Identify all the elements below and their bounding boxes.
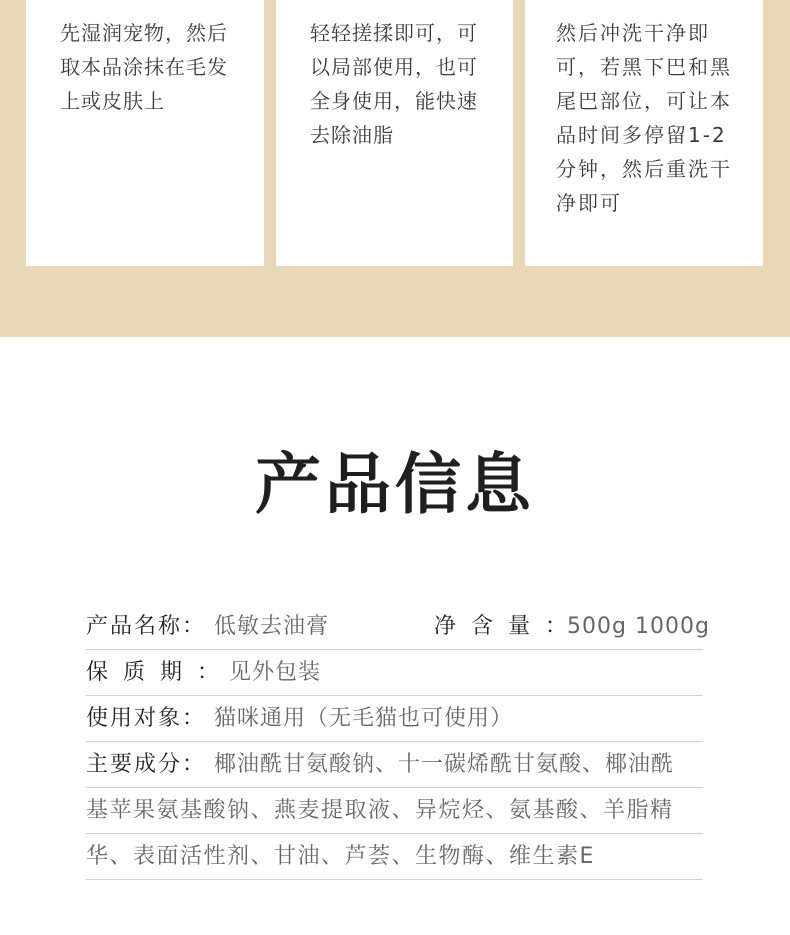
ingredients-line-3: 华、表面活性剂、甘油、芦荟、生物酶、维生素E bbox=[86, 844, 595, 869]
step-text: 然后冲洗干净即可，若黑下巴和黑尾巴部位，可让本品时间多停留1-2分钟，然后重洗干净即可 bbox=[556, 21, 732, 215]
section-title: 产品信息 bbox=[255, 446, 535, 523]
ingredients-label: 主要成分 bbox=[86, 752, 183, 777]
ingredients-line-2: 基苹果氨基酸钠、燕麦提取液、异烷烃、氨基酸、羊脂精 bbox=[86, 798, 674, 823]
usage-steps-band bbox=[0, 0, 790, 337]
weight-value: 500g 1000g bbox=[567, 614, 710, 639]
info-row-ingredients bbox=[86, 742, 703, 788]
colon: ： bbox=[182, 614, 205, 639]
colon: ： bbox=[197, 660, 220, 685]
name-value: 低敏去油膏 bbox=[214, 614, 330, 639]
step-text: 先湿润宠物，然后取本品涂抹在毛发上或皮肤上 bbox=[60, 21, 228, 113]
step-card-2 bbox=[276, 0, 513, 266]
colon: ： bbox=[182, 752, 205, 777]
weight-group bbox=[434, 604, 710, 650]
shelf-label: 保质期 bbox=[86, 660, 198, 685]
product-info-table bbox=[86, 604, 710, 880]
ingredients-line-1: 椰油酰甘氨酸钠、十一碳烯酰甘氨酸、椰油酰 bbox=[214, 752, 675, 777]
step-card-1 bbox=[26, 0, 264, 266]
step-text: 轻轻搓揉即可，可以局部使用，也可全身使用，能快速去除油脂 bbox=[310, 21, 478, 147]
shelf-value: 见外包装 bbox=[229, 660, 322, 685]
info-row-target bbox=[86, 696, 703, 742]
step-card-3 bbox=[525, 0, 763, 266]
info-row-shelf-life bbox=[86, 650, 703, 696]
target-label: 使用对象 bbox=[86, 706, 183, 731]
colon: ： bbox=[545, 614, 568, 639]
info-row-ingredients-cont bbox=[86, 834, 703, 880]
name-label: 产品名称 bbox=[86, 614, 183, 639]
weight-label: 净含量 bbox=[434, 614, 546, 639]
info-row-ingredients-cont bbox=[86, 788, 703, 834]
target-value: 猫咪通用（无毛猫也可使用） bbox=[214, 706, 514, 731]
colon: ： bbox=[182, 706, 205, 731]
info-row-name bbox=[86, 604, 710, 650]
